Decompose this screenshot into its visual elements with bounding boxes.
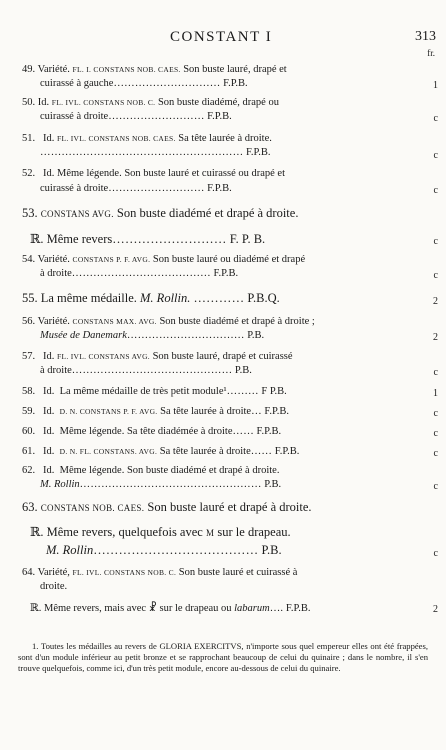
entry-number: 63. xyxy=(22,500,38,514)
footnote: 1. Toutes les médailles au revers de GLORIA EXERCITVS, n'importe sous quel empereur elles ont été frappées, sont d'un module inférieur au petit bronze et se rapprochant beaucoup de celui du quinaire ; dans le nombre, il s'en trouve quelquefois, comme ici, d'un très petit module, encore au-dessous de celui du quinaire. xyxy=(18,641,428,673)
entry-62: 62. Id. Même légende. Son buste diadémé et drapé à droite. xyxy=(22,465,280,476)
reverse-symbol: ℝ. xyxy=(30,525,44,539)
rarity: 2 xyxy=(433,296,438,307)
entry-53-reverse: ℝ. Même revers……………………… F. P. B. xyxy=(30,232,266,246)
rarity: c xyxy=(433,113,438,124)
entry-number: 60. xyxy=(22,426,36,437)
entry-number: 52. xyxy=(22,168,36,179)
entry-number: 64. xyxy=(22,567,36,578)
entry-50-line2: cuirassé à droite……………………… F.P.B. xyxy=(40,111,232,122)
entry-64-line2: droite. xyxy=(40,581,68,592)
entry-49-line2: cuirassé à gauche………………………… F.P.B. xyxy=(40,78,248,89)
entry-54-line2: à droite………………………………… F.P.B. xyxy=(40,268,239,279)
rarity: c xyxy=(433,185,438,196)
entry-51-line2: ………………………………………………… F.P.B. xyxy=(40,147,271,158)
entry-56-line2: Musée de Danemark…………………………… P.B. xyxy=(40,330,265,341)
rarity: c xyxy=(433,367,438,378)
entry-number: 55. xyxy=(22,291,38,305)
reverse-symbol: ℝ. xyxy=(30,232,44,246)
entry-61: 61. Id. D. N. FL. CONSTANS. AVG. Sa tête laurée à droite…… F.P.B. xyxy=(22,446,300,457)
entry-52: 52. Id. Même légende. Son buste lauré et cuirassé ou drapé et xyxy=(22,168,286,179)
entry-number: 49. xyxy=(22,64,36,75)
entry-63: 63. CONSTANS NOB. CAES. Son buste lauré et drapé à droite. xyxy=(22,500,312,514)
rarity: c xyxy=(433,270,438,281)
rarity: c xyxy=(433,481,438,492)
entry-55: 55. La même médaille. M. Rollin. ………… P.B.Q. xyxy=(22,291,280,305)
entry-53: 53. CONSTANS AVG. Son buste diadémé et drapé à droite. xyxy=(22,206,299,220)
entry-49: 49. Variété. FL. I. CONSTANS NOB. CAES. Son buste lauré, drapé et xyxy=(22,64,287,75)
entry-57-line2: à droite……………………………………… P.B. xyxy=(40,365,252,376)
entry-number: 56. xyxy=(22,316,36,327)
rarity: c xyxy=(433,150,438,161)
page-number: 313 xyxy=(415,29,436,44)
entry-number: 58. xyxy=(22,386,36,397)
rarity: c xyxy=(433,548,438,559)
entry-number: 51. xyxy=(22,133,36,144)
entry-number: 50. xyxy=(22,97,36,108)
rarity: c xyxy=(433,236,438,247)
rarity: 1 xyxy=(433,80,438,91)
entry-57: 57. Id. FL. IVL. CONSTANS AVG. Son buste lauré, drapé et cuirassé xyxy=(22,351,293,362)
rarity: c xyxy=(433,448,438,459)
rarity: 2 xyxy=(433,332,438,343)
entry-60: 60. Id. Même légende. Sa tête diadémée à droite…… F.P.B. xyxy=(22,426,282,437)
entry-number: 57. xyxy=(22,351,36,362)
page-title: CONSTANT I xyxy=(170,29,273,45)
rarity: 1 xyxy=(433,388,438,399)
rarity: 2 xyxy=(433,604,438,615)
entry-62-line2: M. Rollin…………………………………………… P.B. xyxy=(40,479,282,490)
entry-number: 61. xyxy=(22,446,36,457)
entry-number: 59. xyxy=(22,406,36,417)
entry-58: 58. Id. La même médaille de très petit module¹……… F P.B. xyxy=(22,386,287,397)
entry-50: 50. Id. FL. IVL. CONSTANS NOB. C. Son buste diadémé, drapé ou xyxy=(22,97,279,108)
entry-64-reverse: ℝ. Même revers, mais avec ☧ sur le drapeau ou labarum…. F.P.B. xyxy=(30,603,311,614)
entry-52-line2: cuirassé à droite……………………… F.P.B. xyxy=(40,183,232,194)
column-header-fr: fr. xyxy=(427,48,435,58)
entry-56: 56. Variété. CONSTANS MAX. AVG. Son buste diadémé et drapé à droite ; xyxy=(22,316,315,327)
rarity: c xyxy=(433,408,438,419)
entry-54: 54. Variété. CONSTANS P. F. AVG. Son buste lauré ou diadémé et drapé xyxy=(22,254,306,265)
reverse-symbol: ℝ. xyxy=(30,603,42,614)
entry-number: 53. xyxy=(22,206,38,220)
entry-51: 51. Id. FL. IVL. CONSTANS NOB. CAES. Sa tête laurée à droite. xyxy=(22,133,272,144)
entry-59: 59. Id. D. N. CONSTANS P. F. AVG. Sa tête laurée à droite… F.P.B. xyxy=(22,406,289,417)
entry-63-reverse-line2: M. Rollin………………………………… P.B. xyxy=(46,543,282,557)
rarity: c xyxy=(433,428,438,439)
entry-number: 54. xyxy=(22,254,36,265)
entry-64: 64. Variété, FL. IVL. CONSTANS NOB. C. Son buste lauré et cuirassé à xyxy=(22,567,298,578)
entry-number: 62. xyxy=(22,465,36,476)
entry-63-reverse: ℝ. Même revers, quelquefois avec M sur le drapeau. xyxy=(30,525,291,539)
